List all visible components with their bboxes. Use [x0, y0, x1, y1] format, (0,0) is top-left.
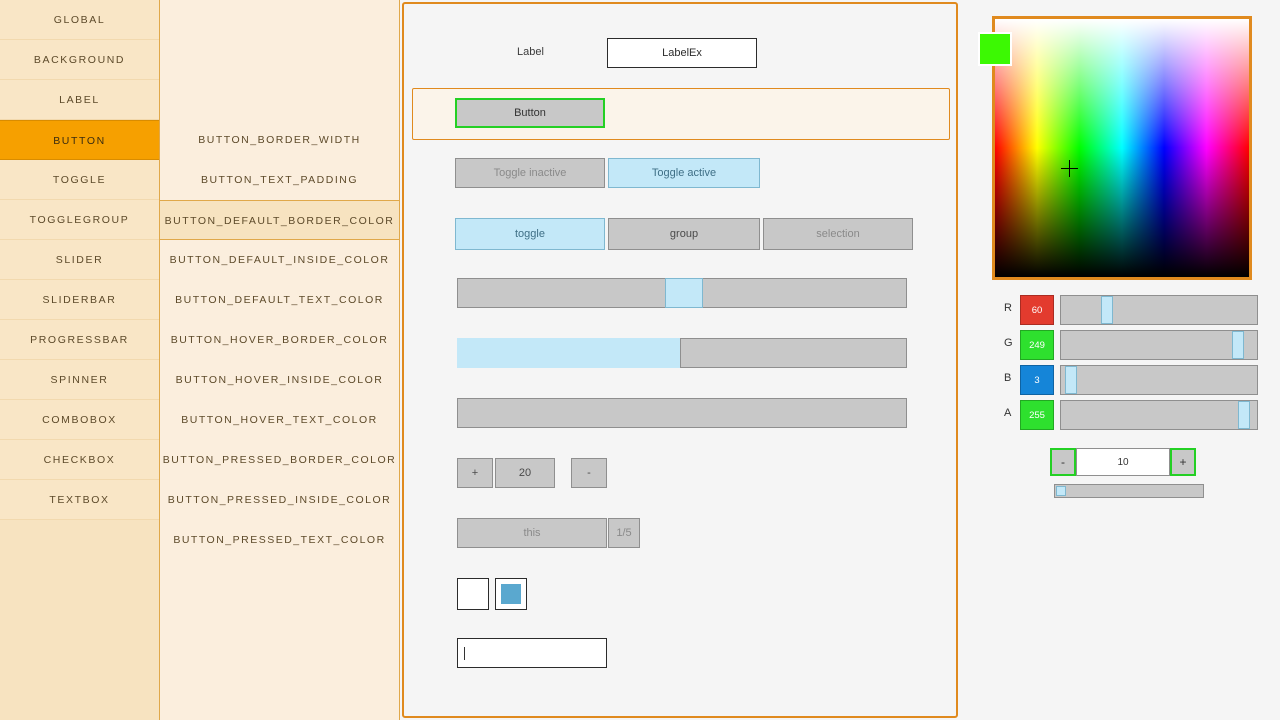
category-item-toggle[interactable]: TOGGLE [0, 160, 159, 200]
value-minus-button[interactable]: - [1050, 448, 1076, 476]
togglegroup-item-toggle[interactable]: toggle [455, 218, 605, 250]
selected-color-swatch[interactable] [978, 32, 1012, 66]
combobox-value[interactable]: this [457, 518, 607, 548]
value-slider-track[interactable] [1054, 484, 1204, 498]
channel-knob-b[interactable] [1065, 366, 1077, 394]
channel-knob-a[interactable] [1238, 401, 1250, 429]
value-slider-knob[interactable] [1056, 486, 1066, 496]
category-item-progressbar[interactable]: PROGRESSBAR [0, 320, 159, 360]
toggle-active[interactable]: Toggle active [608, 158, 760, 188]
channel-label-r: R [1004, 302, 1012, 314]
category-item-label[interactable]: LABEL [0, 80, 159, 120]
channel-value-a[interactable]: 255 [1020, 400, 1054, 430]
property-item-default-inside-color[interactable]: BUTTON_DEFAULT_INSIDE_COLOR [169, 254, 390, 266]
channel-slider-a[interactable] [1060, 400, 1258, 430]
label-value-box[interactable]: LabelEx [607, 38, 757, 68]
property-item-hover-border-color[interactable]: BUTTON_HOVER_BORDER_COLOR [170, 334, 389, 346]
sliderbar-fill [457, 338, 681, 368]
property-item-pressed-text-color[interactable]: BUTTON_PRESSED_TEXT_COLOR [173, 534, 386, 546]
property-item-default-text-color[interactable]: BUTTON_DEFAULT_TEXT_COLOR [175, 294, 384, 306]
channel-slider-g[interactable] [1060, 330, 1258, 360]
textbox-input[interactable] [457, 638, 607, 668]
property-item-hover-text-color[interactable]: BUTTON_HOVER_TEXT_COLOR [181, 414, 378, 426]
progressbar-track [457, 398, 907, 428]
property-item-text-padding[interactable]: BUTTON_TEXT_PADDING [200, 174, 359, 186]
spinner-value[interactable]: 20 [495, 458, 555, 488]
value-plus-button[interactable]: + [1170, 448, 1196, 476]
channel-value-r[interactable]: 60 [1020, 295, 1054, 325]
color-picker-panel [978, 4, 1268, 716]
category-item-combobox[interactable]: COMBOBOX [0, 400, 159, 440]
category-item-sliderbar[interactable]: SLIDERBAR [0, 280, 159, 320]
category-item-slider[interactable]: SLIDER [0, 240, 159, 280]
checkbox-checked[interactable] [495, 578, 527, 610]
category-item-background[interactable]: BACKGROUND [0, 40, 159, 80]
textbox-caret [464, 647, 465, 660]
category-item-spinner[interactable]: SPINNER [0, 360, 159, 400]
channel-value-b[interactable]: 3 [1020, 365, 1054, 395]
value-spinner [1050, 448, 1196, 476]
color-sv-gradient[interactable] [992, 16, 1252, 280]
sliderbar-track[interactable] [457, 338, 907, 368]
channel-slider-b[interactable] [1060, 365, 1258, 395]
toggle-inactive[interactable]: Toggle inactive [455, 158, 605, 188]
category-item-button[interactable]: BUTTON [0, 120, 159, 160]
combobox-count[interactable]: 1/5 [608, 518, 640, 548]
togglegroup-item-group[interactable]: group [608, 218, 760, 250]
property-item-default-border-color[interactable]: BUTTON_DEFAULT_BORDER_COLOR [160, 200, 399, 240]
spinner-plus-button[interactable]: + [457, 458, 493, 488]
checkbox-unchecked[interactable] [457, 578, 489, 610]
property-list-spacer [160, 0, 399, 120]
channel-value-g[interactable]: 249 [1020, 330, 1054, 360]
category-item-textbox[interactable]: TEXTBOX [0, 480, 159, 520]
color-cursor-icon[interactable] [1061, 160, 1078, 177]
channel-label-a: A [1004, 407, 1012, 419]
value-field[interactable]: 10 [1076, 448, 1170, 476]
preview-button[interactable]: Button [455, 98, 605, 128]
property-item-border-width[interactable]: BUTTON_BORDER_WIDTH [198, 134, 361, 146]
channel-label-b: B [1004, 372, 1012, 384]
property-item-pressed-inside-color[interactable]: BUTTON_PRESSED_INSIDE_COLOR [167, 494, 392, 506]
channel-knob-r[interactable] [1101, 296, 1113, 324]
slider-knob[interactable] [665, 278, 703, 308]
channel-slider-r[interactable] [1060, 295, 1258, 325]
channel-row-a [992, 400, 1268, 430]
category-item-global[interactable]: GLOBAL [0, 0, 159, 40]
category-item-togglegroup[interactable]: TOGGLEGROUP [0, 200, 159, 240]
category-item-checkbox[interactable]: CHECKBOX [0, 440, 159, 480]
slider-track[interactable] [457, 278, 907, 308]
property-item-pressed-border-color[interactable]: BUTTON_PRESSED_BORDER_COLOR [162, 454, 397, 466]
channel-row-g [992, 330, 1268, 360]
channel-label-g: G [1004, 337, 1013, 349]
property-list [160, 0, 400, 720]
channel-row-b [992, 365, 1268, 395]
preview-panel [402, 2, 958, 718]
togglegroup-item-selection[interactable]: selection [763, 218, 913, 250]
category-list [0, 0, 160, 720]
spinner-minus-button[interactable]: - [571, 458, 607, 488]
channel-knob-g[interactable] [1232, 331, 1244, 359]
label-caption: Label [517, 46, 544, 58]
channel-row-r [992, 295, 1268, 325]
checkbox-check-icon [501, 584, 521, 604]
property-item-hover-inside-color[interactable]: BUTTON_HOVER_INSIDE_COLOR [175, 374, 384, 386]
